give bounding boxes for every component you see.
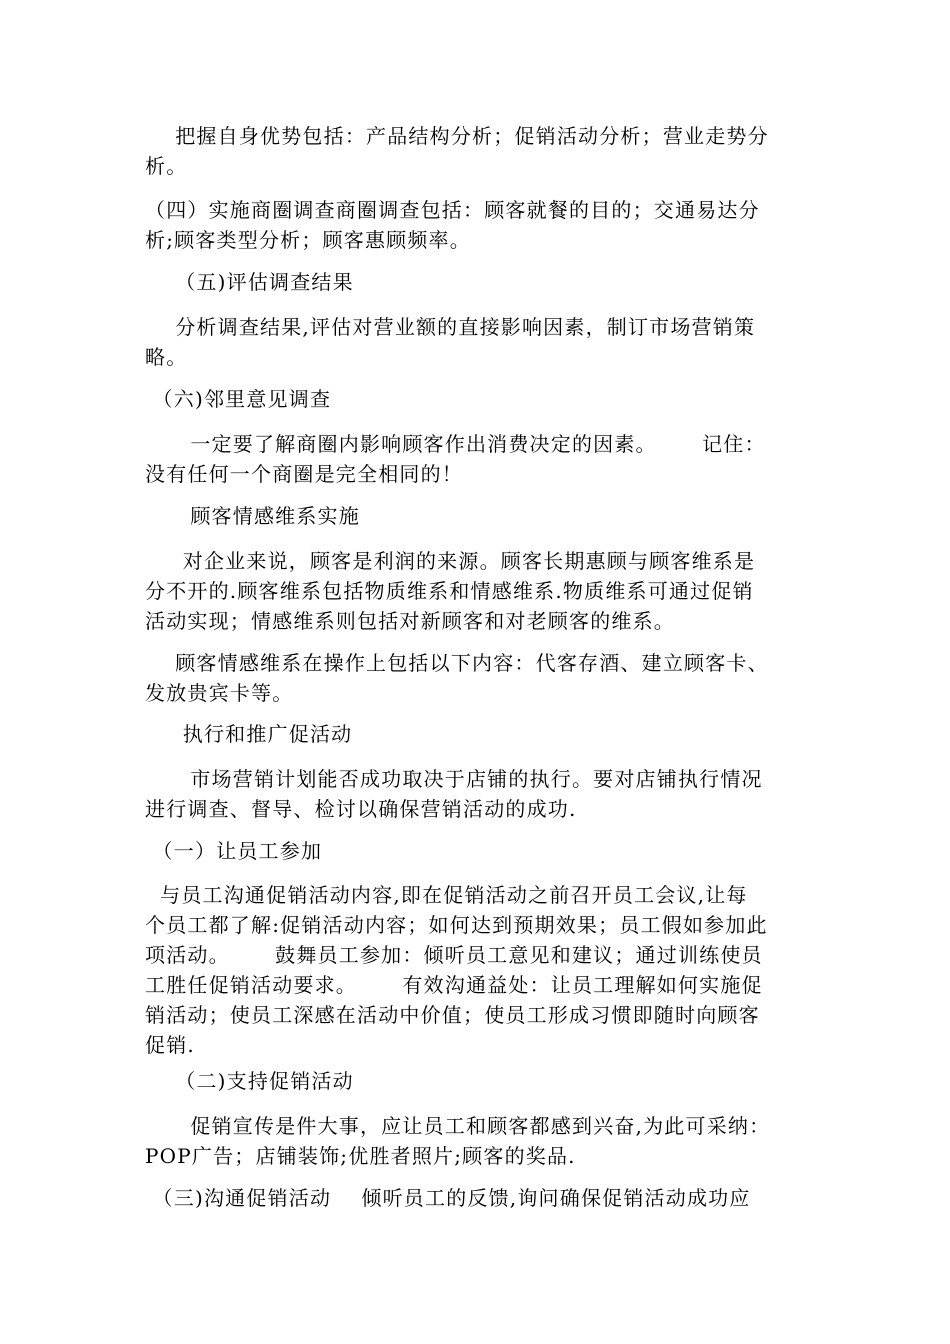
paragraph-communicate-promotion — [145, 1183, 805, 1213]
heading-staff-participation — [145, 836, 805, 866]
text-line: 一定要了解商圈内影响顾客作出消费决定的因素。 记住： — [145, 432, 766, 456]
paragraph-staff-communication — [145, 880, 805, 1060]
text-line: 促销. — [145, 1033, 195, 1057]
paragraph-plan-execution — [145, 764, 805, 824]
text-line: 销活动；使员工深感在活动中价值；使员工形成习惯即随时向顾客 — [145, 1003, 760, 1027]
text-line: 促销宣传是件大事，应让员工和顾客都感到兴奋,为此可采纳： — [145, 1114, 771, 1138]
text-line: 对企业来说，顾客是利润的来源。顾客长期惠顾与顾客维系是 — [145, 549, 756, 573]
text-line: 把握自身优势包括：产品结构分析；促销活动分析；营业走势分 — [145, 124, 769, 148]
text-line: 析;顾客类型分析；顾客惠顾频率。 — [145, 228, 471, 252]
paragraph-promotion-publicity — [145, 1111, 805, 1171]
text-line: 分不开的.顾客维系包括物质维系和情感维系.物质维系可通过促销 — [145, 579, 754, 603]
text-line: 顾客情感维系在操作上包括以下内容：代客存酒、建立顾客卡、 — [145, 651, 769, 675]
text-line: POP广告；店铺装饰;优胜者照片;顾客的奖品. — [145, 1144, 576, 1168]
paragraph-analyze-results — [145, 312, 805, 372]
text-line: （五)评估调查结果 — [145, 270, 354, 294]
text-line: 发放贵宾卡等。 — [145, 681, 294, 705]
paragraph-customer-factors — [145, 429, 805, 489]
text-line: 市场营销计划能否成功取决于店铺的执行。要对店铺执行情况 — [145, 767, 763, 791]
text-line: （三)沟通促销活动 倾听员工的反馈,询问确保促销活动成功应 — [145, 1186, 751, 1210]
paragraph-trade-area-survey — [145, 195, 805, 255]
heading-customer-relations — [145, 501, 805, 531]
heading-neighborhood-survey — [145, 384, 805, 414]
text-line: （一）让员工参加 — [145, 839, 323, 863]
text-line: （二)支持促销活动 — [145, 1069, 354, 1093]
text-line: （四）实施商圈调查商圈调查包括：顾客就餐的目的；交通易达分 — [145, 198, 760, 222]
text-line: 略。 — [145, 345, 188, 369]
heading-execute-promotion — [145, 719, 805, 749]
paragraph-customer-retention — [145, 546, 805, 636]
text-line: （六)邻里意见调查 — [145, 387, 332, 411]
text-line: 工胜任促销活动要求。 有效沟通益处：让员工理解如何实施促 — [145, 973, 763, 997]
text-line: 进行调查、督导、检讨以确保营销活动的成功. — [145, 797, 577, 821]
heading-evaluate-results — [145, 267, 805, 297]
heading-support-promotion — [145, 1066, 805, 1096]
text-line: 分析调查结果,评估对营业额的直接影响因素，制订市场营销策 — [145, 315, 756, 339]
text-line: 个员工都了解:促销活动内容；如何达到预期效果；员工假如参加此 — [145, 913, 768, 937]
paragraph-strengths — [145, 121, 805, 181]
paragraph-emotional-maintenance — [145, 648, 805, 708]
text-line: 没有任何一个商圈是完全相同的！ — [145, 462, 463, 486]
text-line: 执行和推广促活动 — [145, 722, 353, 746]
text-line: 项活动。 鼓舞员工参加：倾听员工意见和建议；通过训练使员 — [145, 943, 763, 967]
text-line: 顾客情感维系实施 — [145, 504, 360, 528]
text-line: 析。 — [145, 154, 188, 178]
text-line: 与员工沟通促销活动内容,即在促销活动之前召开员工会议,让每 — [145, 883, 748, 907]
text-line: 活动实现；情感维系则包括对新顾客和对老顾客的维系。 — [145, 609, 675, 633]
